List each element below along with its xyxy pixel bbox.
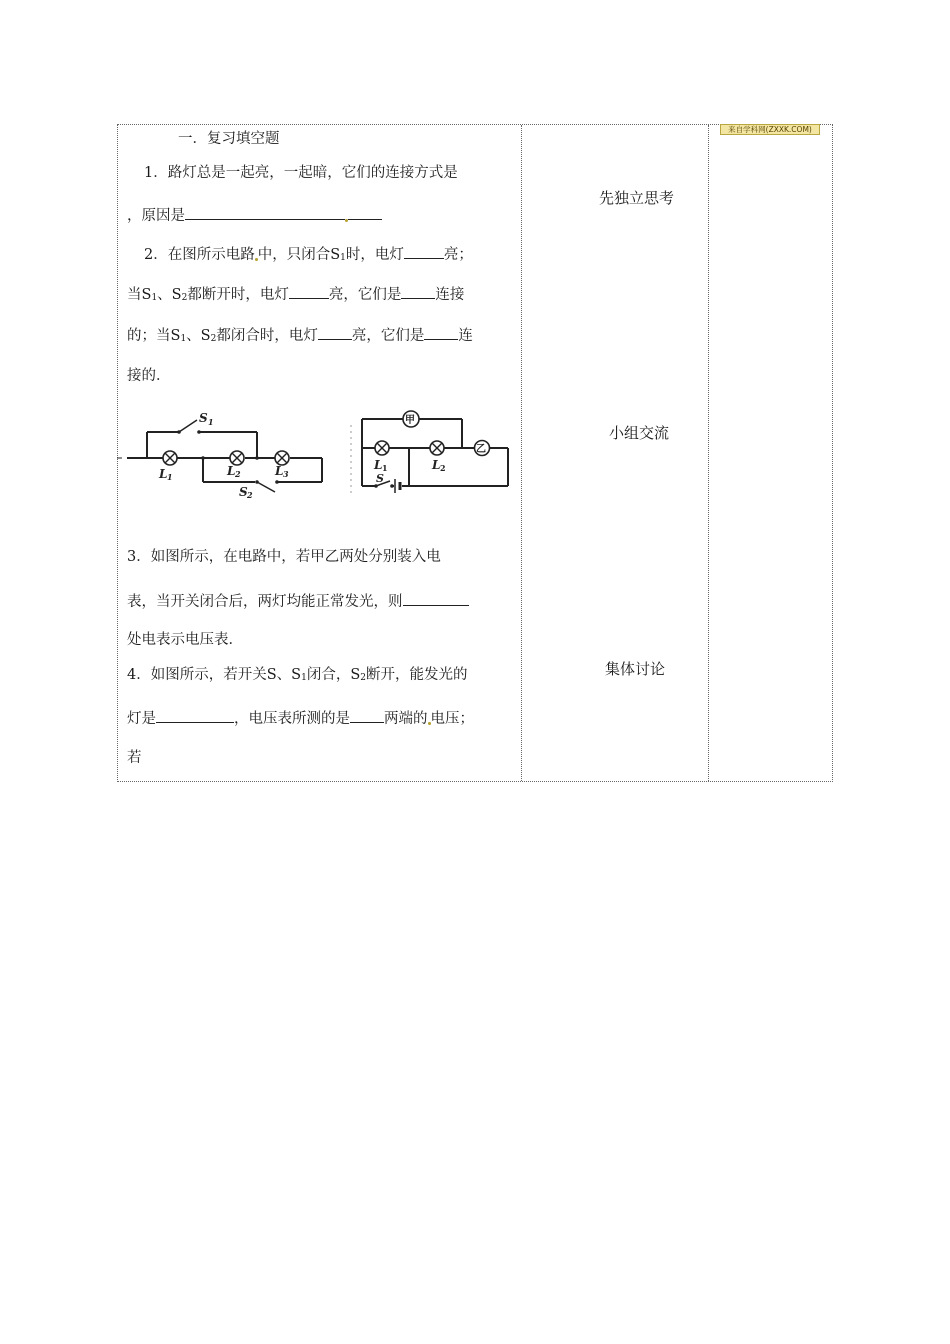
q2-blank-4[interactable]	[318, 324, 352, 340]
q1-line2: ，原因是	[127, 204, 382, 226]
q3-blank-1[interactable]	[403, 590, 469, 606]
q2-blank-2[interactable]	[289, 283, 329, 299]
lamp-l1-label: L	[374, 458, 383, 472]
circuit-figure-2	[348, 405, 518, 497]
svg-text:1: 1	[167, 472, 173, 482]
q2-line2: 当S1、S2都断开时，电灯 亮，它们是 连接	[127, 283, 464, 308]
lamp-l3-label: L	[275, 464, 284, 478]
q2-blank-1[interactable]	[404, 243, 444, 259]
watermark-badge: 来自学科网(ZXXK.COM)	[720, 124, 820, 135]
column-divider-1	[521, 125, 522, 781]
q4-line2: 灯是 ，电压表所测的是 两端的 电压；	[127, 707, 474, 729]
circuit-figure-1	[117, 405, 337, 500]
q4-line3: 若	[127, 750, 142, 766]
q2-line4: 接的．	[127, 368, 171, 384]
q2-blank-5[interactable]	[424, 324, 458, 340]
q1-blank-2[interactable]	[348, 204, 382, 220]
section-title: 一．复习填空题	[178, 131, 280, 147]
q3-line3: 处电表示电压表．	[127, 632, 243, 648]
meter-jia-label: 甲	[405, 415, 415, 426]
column-divider-2	[708, 125, 709, 781]
meter-yi-label: 乙	[476, 444, 486, 455]
lamp-l2-label: L	[432, 458, 441, 472]
q4-blank-1[interactable]	[156, 707, 234, 723]
q2-blank-3[interactable]	[401, 283, 435, 299]
q4-blank-2[interactable]	[350, 707, 384, 723]
q3-line1: 3．如图所示，在电路中，若甲乙两处分别装入电	[127, 549, 441, 565]
svg-text:2: 2	[235, 469, 241, 479]
activity-group: 小组交流	[609, 424, 670, 442]
svg-text:2: 2	[247, 490, 253, 500]
q2-line1: 2．在图所示电路 中，只闭合S1时，电灯 亮；	[144, 243, 473, 268]
activity-discuss: 集体讨论	[605, 660, 666, 678]
switch-s2-label: S	[239, 485, 248, 499]
switch-s1-label: S	[199, 411, 208, 425]
svg-text:1: 1	[382, 463, 388, 473]
svg-text:1: 1	[208, 417, 214, 427]
svg-text:2: 2	[440, 463, 446, 473]
svg-text:3: 3	[283, 469, 289, 479]
lamp-l1-label: L	[159, 467, 168, 481]
q3-line2: 表，当开关闭合后，两灯均能正常发光，则	[127, 590, 469, 612]
q2-line3: 的；当S1、S2都闭合时，电灯 亮，它们是 连	[127, 324, 473, 349]
switch-s-label: S	[376, 472, 384, 485]
q4-line1: 4．如图所示，若开关S、S1闭合，S2断开，能发光的	[127, 667, 468, 683]
q1-blank-1[interactable]	[185, 204, 345, 220]
activity-think: 先独立思考	[599, 189, 675, 207]
q1-line1: 1．路灯总是一起亮，一起暗，它们的连接方式是	[144, 165, 458, 181]
lamp-l2-label: L	[227, 464, 236, 478]
